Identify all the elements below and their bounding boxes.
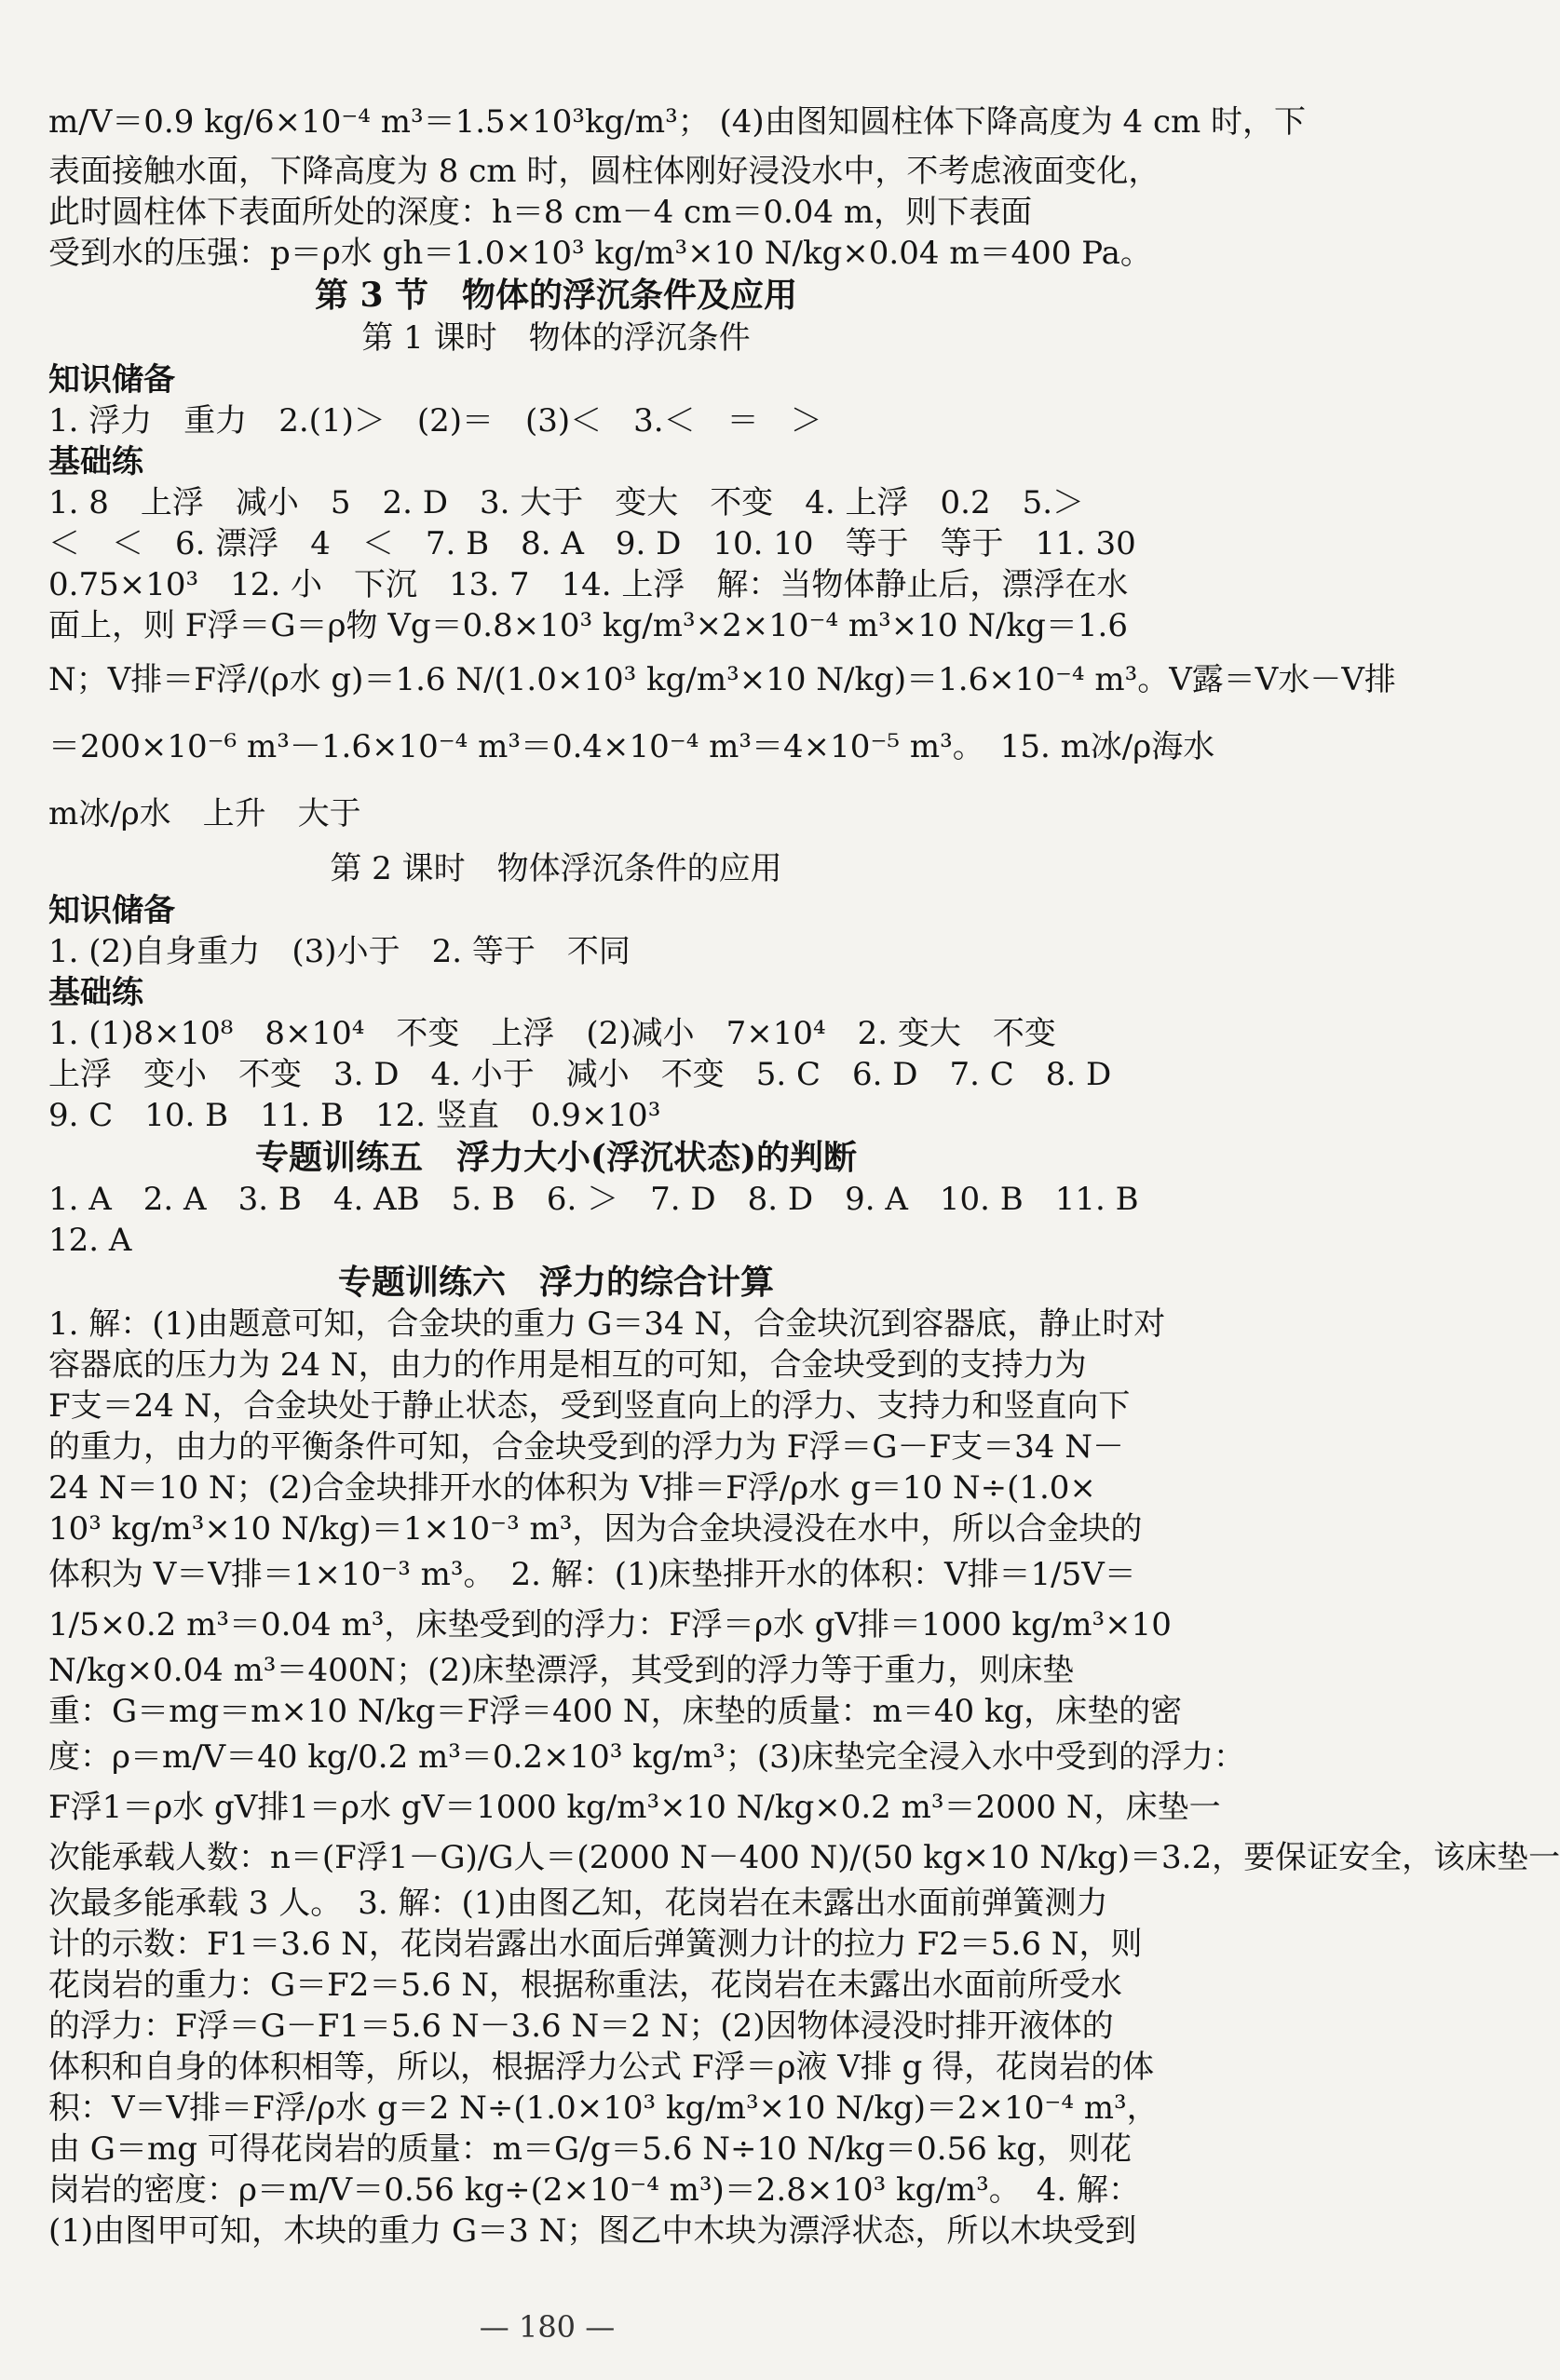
text-line: 1. (2)自身重力 (3)小于 2. 等于 不同 xyxy=(48,933,631,970)
text-line: (1)由图甲可知，木块的重力 G＝3 N；图乙中木块为漂浮状态，所以木块受到 xyxy=(48,2212,1137,2250)
text-line: 的浮力：F浮＝G－F1＝5.6 N－3.6 N＝2 N；(2)因物体浸没时排开液体的 xyxy=(48,2008,1114,2045)
text-line: 计的示数：F1＝3.6 N，花岗岩露出水面后弹簧测力计的拉力 F2＝5.6 N，则 xyxy=(48,1926,1143,1963)
page-number: — 180 — xyxy=(479,2309,616,2345)
text-line: 1. 解：(1)由题意可知，合金块的重力 G＝34 N，合金块沉到容器底，静止时对 xyxy=(48,1305,1166,1343)
section-title: 专题训练六 浮力的综合计算 xyxy=(337,1263,774,1302)
text-line: ＜ ＜ 6. 漂浮 4 ＜ 7. B 8. A 9. D 10. 10 等于 等于 11. 30 xyxy=(48,525,1136,562)
text-line: 重：G＝mg＝m×10 N/kg＝F浮＝400 N，床垫的质量：m＝40 kg，床垫的密 xyxy=(48,1693,1183,1730)
lesson-title: 第 2 课时 物体浮沉条件的应用 xyxy=(330,850,782,887)
text-line: 次最多能承载 3 人。 3. 解：(1)由图乙知，花岗岩在未露出水面前弹簧测力 xyxy=(48,1885,1108,1922)
text-line: 度：ρ＝m/V＝40 kg/0.2 m³＝0.2×10³ kg/m³；(3)床垫完全浸入水中受到的浮力： xyxy=(48,1738,1245,1776)
text-line: 此时圆柱体下表面所处的深度：h＝8 cm－4 cm＝0.04 m，则下表面 xyxy=(48,194,1033,231)
text-line: 上浮 变小 不变 3. D 4. 小于 减小 不变 5. C 6. D 7. C 8. D xyxy=(48,1056,1112,1093)
text-line: 表面接触水面，下降高度为 8 cm 时，圆柱体刚好浸没水中，不考虑液面变化， xyxy=(48,153,1160,190)
text-line: 的重力，由力的平衡条件可知，合金块受到的浮力为 F浮＝G－F支＝34 N－ xyxy=(48,1428,1124,1466)
text-line: 面上，则 F浮＝G＝ρ物 Vg＝0.8×10³ kg/m³×2×10⁻⁴ m³×10 N/kg＝1.6 xyxy=(48,607,1128,644)
section-title: 专题训练五 浮力大小(浮沉状态)的判断 xyxy=(254,1138,858,1177)
text-line: 10³ kg/m³×10 N/kg)＝1×10⁻³ m³，因为合金块浸没在水中，所以合金块的 xyxy=(48,1510,1143,1548)
text-line: 岗岩的密度：ρ＝m/V＝0.56 kg÷(2×10⁻⁴ m³)＝2.8×10³ kg/m³。 4. 解： xyxy=(48,2171,1140,2209)
text-line: 24 N＝10 N；(2)合金块排开水的体积为 V排＝F浮/ρ水 g＝10 N÷(1.0× xyxy=(48,1469,1096,1507)
text-line: 积：V＝V排＝F浮/ρ水 g＝2 N÷(1.0×10³ kg/m³×10 N/kg)＝2×10⁻⁴ m³， xyxy=(48,2089,1159,2127)
answer-column xyxy=(48,93,1560,2252)
text-line: 1. 8 上浮 减小 5 2. D 3. 大于 变大 不变 4. 上浮 0.2 5.＞ xyxy=(48,484,1085,521)
heading-knowledge: 知识储备 xyxy=(48,361,175,399)
text-line: 受到水的压强：p＝ρ水 gh＝1.0×10³ kg/m³×10 N/kg×0.04 m＝400 Pa。 xyxy=(48,235,1152,272)
text-line: F浮1＝ρ水 gV排1＝ρ水 gV＝1000 kg/m³×10 N/kg×0.2 m³＝2000 N，床垫一 xyxy=(48,1789,1221,1826)
heading-basic: 基础练 xyxy=(48,974,143,1011)
text-line: 1/5×0.2 m³＝0.04 m³，床垫受到的浮力：F浮＝ρ水 gV排＝1000 kg/m³×10 xyxy=(48,1606,1172,1643)
text-line: m/V＝0.9 kg/6×10⁻⁴ m³＝1.5×10³kg/m³； (4)由图知圆柱体下降高度为 4 cm 时，下 xyxy=(48,103,1307,141)
lesson-title: 第 1 课时 物体的浮沉条件 xyxy=(361,319,751,357)
text-line: 1. (1)8×10⁸ 8×10⁴ 不变 上浮 (2)减小 7×10⁴ 2. 变大 不变 xyxy=(48,1015,1056,1052)
text-line: F支＝24 N，合金块处于静止状态，受到竖直向上的浮力、支持力和竖直向下 xyxy=(48,1387,1131,1425)
text-line: m冰/ρ水 上升 大于 xyxy=(48,795,361,832)
text-line: 体积和自身的体积相等，所以，根据浮力公式 F浮＝ρ液 V排 g 得，花岗岩的体 xyxy=(48,2049,1155,2086)
text-line: 由 G＝mg 可得花岗岩的质量：m＝G/g＝5.6 N÷10 N/kg＝0.56 kg，则花 xyxy=(48,2130,1133,2168)
text-line: 1. A 2. A 3. B 4. AB 5. B 6. ＞ 7. D 8. D 9. A 10. B 11. B xyxy=(48,1181,1139,1218)
text-line: 0.75×10³ 12. 小 下沉 13. 7 14. 上浮 解：当物体静止后，漂浮在水 xyxy=(48,566,1129,603)
text-line: 9. C 10. B 11. B 12. 竖直 0.9×10³ xyxy=(48,1097,661,1134)
heading-knowledge: 知识储备 xyxy=(48,892,175,929)
text-line: N/kg×0.04 m³＝400N；(2)床垫漂浮，其受到的浮力等于重力，则床垫 xyxy=(48,1652,1075,1689)
text-line: N；V排＝F浮/(ρ水 g)＝1.6 N/(1.0×10³ kg/m³×10 N/kg)＝1.6×10⁻⁴ m³。V露＝V水－V排 xyxy=(48,661,1396,698)
text-line: 体积为 V＝V排＝1×10⁻³ m³。 2. 解：(1)床垫排开水的体积：V排＝1/5V＝ xyxy=(48,1556,1136,1593)
text-line: 12. A xyxy=(48,1222,132,1259)
section-title: 第 3 节 物体的浮沉条件及应用 xyxy=(314,276,798,315)
text-line: 容器底的压力为 24 N，由力的作用是相互的可知，合金块受到的支持力为 xyxy=(48,1346,1087,1384)
text-line: 花岗岩的重力：G＝F2＝5.6 N，根据称重法，花岗岩在未露出水面前所受水 xyxy=(48,1967,1123,2004)
text-line: ＝200×10⁻⁶ m³－1.6×10⁻⁴ m³＝0.4×10⁻⁴ m³＝4×10⁻⁵ m³。 15. m冰/ρ海水 xyxy=(48,728,1215,765)
text-line: 1. 浮力 重力 2.(1)＞ (2)＝ (3)＜ 3.＜ ＝ ＞ xyxy=(48,402,822,439)
heading-basic: 基础练 xyxy=(48,443,143,480)
text-line: 次能承载人数：n＝(F浮1－G)/G人＝(2000 N－400 N)/(50 kg×10 N/kg)＝3.2，要保证安全，该床垫一 xyxy=(48,1839,1560,1876)
